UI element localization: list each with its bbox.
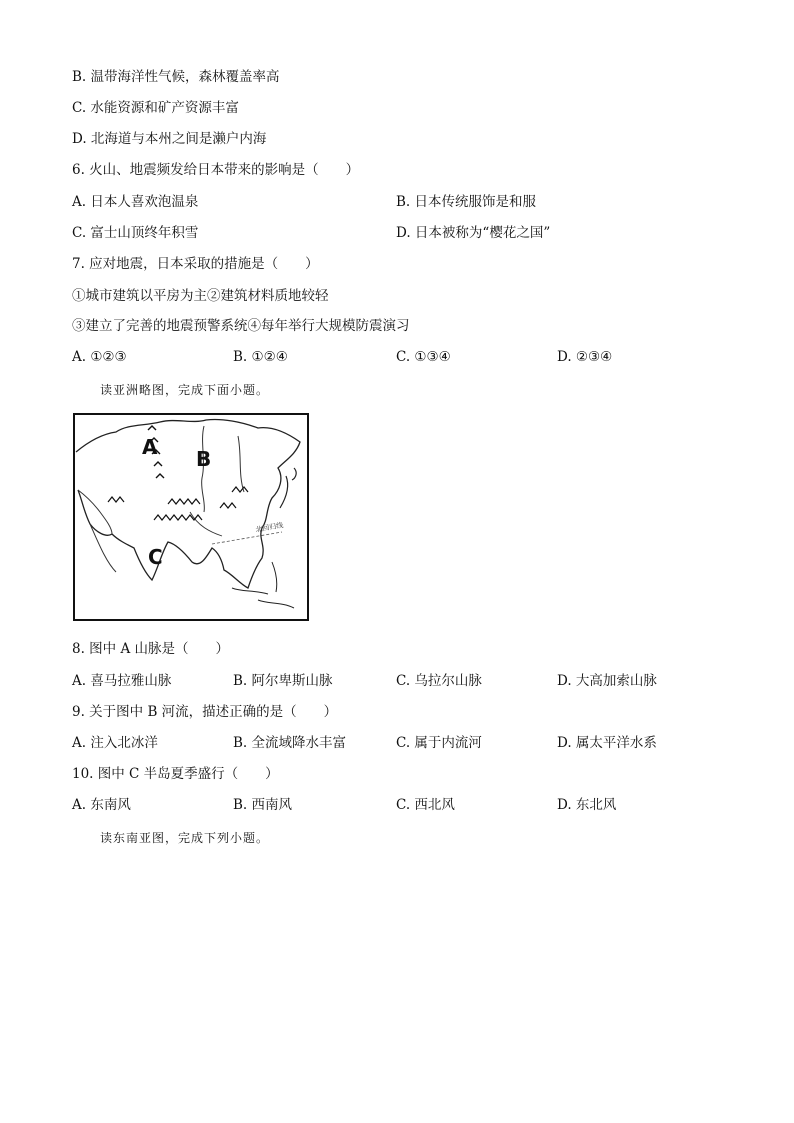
q8-stem: 8. 图中 A 山脉是（ ）: [72, 641, 230, 657]
q8-option-d: D. 大高加索山脉: [557, 673, 657, 689]
q7-statement-line-2: ③建立了完善的地震预警系统④每年举行大规模防震演习: [72, 318, 410, 334]
q7-statement-line-1: ①城市建筑以平房为主②建筑材料质地较轻: [72, 288, 329, 304]
q6-option-a: A. 日本人喜欢泡温泉: [72, 194, 199, 210]
q7-option-a: A. ①②③: [72, 349, 127, 365]
q8-option-b: B. 阿尔卑斯山脉: [233, 673, 333, 689]
q10-stem: 10. 图中 C 半岛夏季盛行（ ）: [72, 766, 279, 782]
q9-option-c: C. 属于内流河: [396, 735, 482, 751]
q10-option-b: B. 西南风: [233, 797, 293, 813]
map-label-a: A: [142, 435, 158, 459]
map-label-c: C: [148, 545, 163, 569]
q5-option-c: C. 水能资源和矿产资源丰富: [72, 100, 239, 116]
q10-option-a: A. 东南风: [72, 797, 131, 813]
q10-option-c: C. 西北风: [396, 797, 455, 813]
q8-option-a: A. 喜马拉雅山脉: [72, 673, 172, 689]
q7-option-d: D. ②③④: [557, 349, 613, 365]
q10-option-d: D. 东北风: [557, 797, 617, 813]
q8-option-c: C. 乌拉尔山脉: [396, 673, 482, 689]
southeast-asia-intro: 读东南亚图，完成下列小题。: [100, 831, 270, 845]
q6-stem: 6. 火山、地震频发给日本带来的影响是（ ）: [72, 162, 360, 178]
q5-option-d: D. 北海道与本州之间是濑户内海: [72, 131, 267, 147]
asia-sketch-map: [72, 412, 310, 624]
q9-stem: 9. 关于图中 B 河流，描述正确的是（ ）: [72, 704, 338, 720]
q6-option-c: C. 富士山顶终年积雪: [72, 225, 199, 241]
q7-stem: 7. 应对地震，日本采取的措施是（ ）: [72, 256, 319, 272]
q9-option-b: B. 全流域降水丰富: [233, 735, 347, 751]
map-label-b: B: [196, 447, 212, 471]
asia-map-intro: 读亚洲略图，完成下面小题。: [100, 383, 270, 397]
q7-option-b: B. ①②④: [233, 349, 288, 365]
q9-option-d: D. 属太平洋水系: [557, 735, 657, 751]
q6-option-d: D. 日本被称为“樱花之国”: [396, 225, 551, 241]
map-small-label: 北回归线: [254, 521, 284, 534]
q7-option-c: C. ①③④: [396, 349, 451, 365]
q5-option-b: B. 温带海洋性气候，森林覆盖率高: [72, 69, 280, 85]
q6-option-b: B. 日本传统服饰是和服: [396, 194, 537, 210]
q9-option-a: A. 注入北冰洋: [72, 735, 158, 751]
